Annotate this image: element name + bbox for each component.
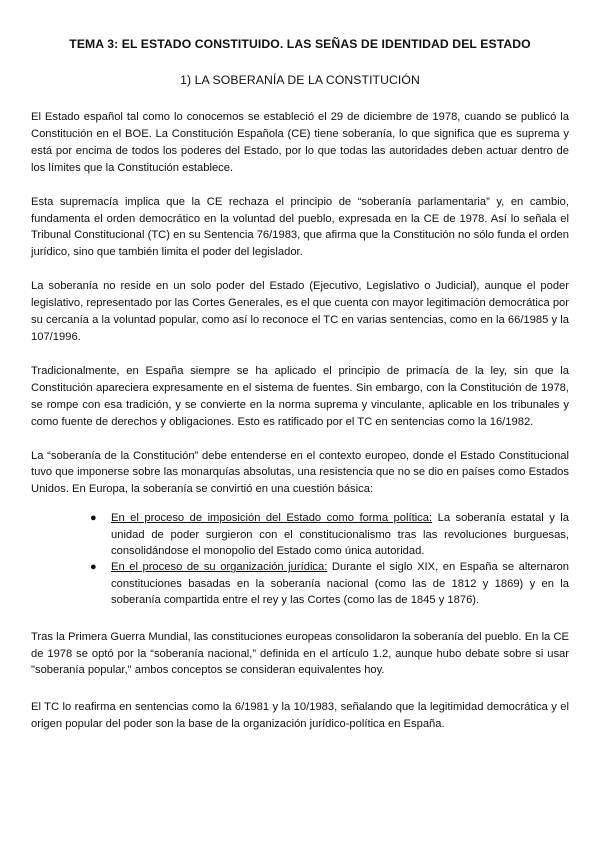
paragraph: Tradicionalmente, en España siempre se ha aplicado el principio de primacía de la ley, sin que la Constitución apareciera expresamente en el sistema de fuentes. Sin embargo, con la Constitución de 1978, se rompe con esa tradición, y se convierte en la norma suprema y vinculante, aplicable en los tribunales y como fuente de derechos y obligaciones. Esto es ratificado por el TC en sentencias como la 16/1982. [31,364,569,428]
bullet-icon: ● [90,512,97,525]
document-title: TEMA 3: EL ESTADO CONSTITUIDO. LAS SEÑAS DE IDENTIDAD DEL ESTADO [69,37,531,51]
paragraph: La “soberanía de la Constitución” debe entenderse en el contexto europeo, donde el Estado Constitucional tuvo que imponerse sobre las monarquías absolutas, una resistencia que no se dio en países como Estados Unidos. En Europa, la soberanía se convirtió en una cuestión básica: [31,449,569,496]
list-item [90,559,569,608]
paragraph: Esta supremacía implica que la CE rechaza el principio de “soberanía parlamentaria” y, en cambio, fundamenta el orden democrático en la voluntad del pueblo, expresada en la CE de 1978. Así lo señala el Tribunal Constitucional (TC) en su Sentencia 76/1983, que afirma que la Constitución no sólo funda el orden jurídico, sino que también limita el poder del legislador. [31,195,569,259]
bullet-lead: En el proceso de su organización jurídica: [111,561,328,574]
bullet-icon: ● [90,561,97,574]
paragraph: Tras la Primera Guerra Mundial, las constituciones europeas consolidaron la soberanía del pueblo. En la CE de 1978 se optó por la “soberanía nacional,” definida en el artículo 1.2, aunque hubo debate sobre si usar "soberanía popular," ambos conceptos se consideran equivalentes hoy. [31,630,569,677]
paragraph: El Estado español tal como lo conocemos se estableció el 29 de diciembre de 1978, cuando se publicó la Constitución en el BOE. La Constitución Española (CE) tiene soberanía, lo que significa que es suprema y está por encima de todos los poderes del Estado, por lo que todas las autoridades deben actuar dentro de los límites que la Constitución establece. [31,111,569,174]
paragraph: La soberanía no reside en un solo poder del Estado (Ejecutivo, Legislativo o Judicial), aunque el poder legislativo, representado por las Cortes Generales, es el que cuenta con mayor legitimación democrática por su cercanía a la voluntad popular, como así lo reconoce el TC en varias sentencias, como en la 66/1985 y la 107/1996. [31,280,569,343]
list-item [90,510,569,559]
bullet-list [31,510,569,608]
bullet-text: La soberanía estatal y la unidad de poder surgieron con el constitucionalismo tras las revoluciones burguesas, consolidándose el monopolio del Estado como única autoridad. [111,512,569,558]
section-title: 1) LA SOBERANÍA DE LA CONSTITUCIÓN [180,73,420,87]
paragraph: El TC lo reafirma en sentencias como la 6/1981 y la 10/1983, señalando que la legitimidad democrática y el origen popular del poder son la base de la organización jurídico-política en España. [31,701,569,731]
bullet-lead: En el proceso de imposición del Estado como forma política: [111,512,433,525]
bullet-text: Durante el siglo XIX, en España se alternaron constituciones basadas en la soberanía nacional (como las de 1812 y 1869) y en la soberanía compartida entre el rey y las Cortes (como las de 1845 y 1876). [111,561,569,607]
